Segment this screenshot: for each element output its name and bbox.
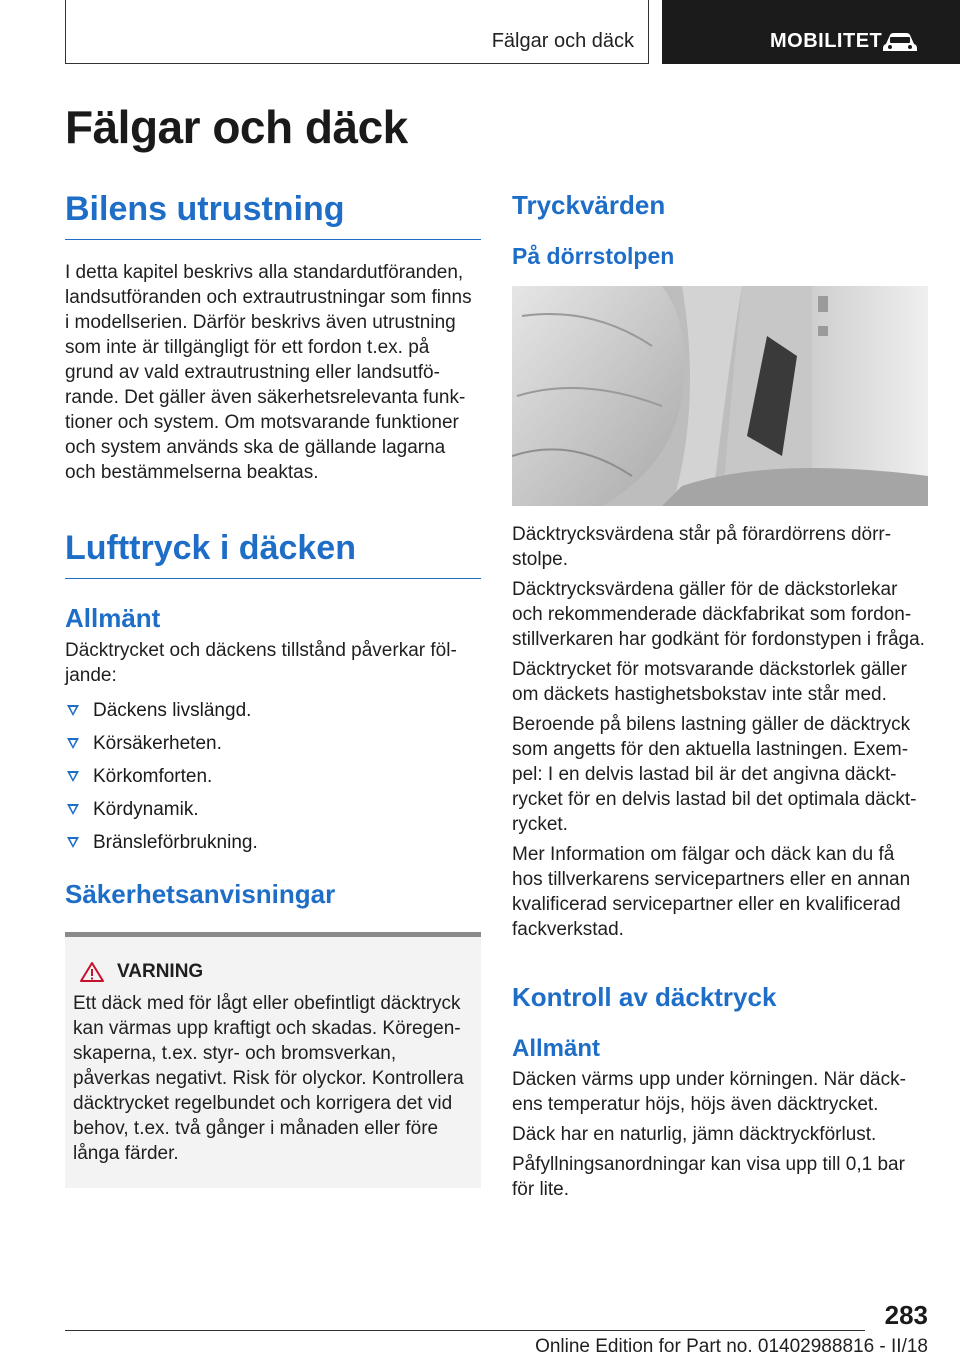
equipment-heading: Bilens utrustning — [65, 190, 481, 240]
header-section-box — [65, 0, 649, 64]
check-paragraph: Däcken värms upp under körningen. När däckens temperatur höjs, höjs även däcktrycket. — [512, 1069, 906, 1115]
triangle-bullet-icon — [67, 804, 79, 815]
list-item: Däckens livslängd. — [65, 698, 481, 723]
list-item: Kördynamik. — [65, 797, 481, 822]
warning-text: Ett däck med för lågt eller obefintligt däcktryck kan värmas upp kraftigt och skadas. Köregenskaperna, t.ex. styr- och bromsverkan, påverkas negativt. Risk för olyckor. Kontrollera däcktrycket regelbundet och korrigera det vid behov, t.ex. två gånger i månaden eller före långa färder. — [73, 993, 464, 1164]
pressure-paragraph: Däcktrycksvärdena gäller för de däckstorlekar och rekommenderade däckfabrikat som fordonstillverkaren har godkänt för fordonstypen i fråga. — [512, 579, 925, 650]
general-heading: Allmänt — [65, 603, 161, 633]
pressure-paragraph: Däcktrycket för motsvarande däckstorlek gäller om däckets hastighetsbokstav inte står med. — [512, 659, 907, 705]
triangle-bullet-icon — [67, 771, 79, 782]
factor-list — [65, 698, 481, 855]
list-item: Körsäkerheten. — [65, 731, 481, 756]
footer-divider — [65, 1330, 865, 1331]
check-paragraph: Däck har en naturlig, jämn däcktryckförlust. — [512, 1124, 877, 1145]
check-heading: Kontroll av däcktryck — [512, 982, 777, 1012]
triangle-bullet-icon — [67, 738, 79, 749]
tire-pressure-heading: Lufttryck i däcken — [65, 529, 481, 579]
triangle-bullet-icon — [67, 705, 79, 716]
footer-edition-text: Online Edition for Part no. 01402988816 - II/18 — [535, 1336, 928, 1357]
pressure-values-heading: Tryckvärden — [512, 190, 666, 220]
check-general-heading: Allmänt — [512, 1035, 601, 1062]
triangle-bullet-icon — [67, 837, 79, 848]
header-chapter-label: MOBILITET — [770, 30, 883, 52]
warning-triangle-icon — [79, 961, 105, 983]
page-number: 283 — [884, 1300, 928, 1330]
list-item: Körkomforten. — [65, 764, 481, 789]
warning-label: VARNING — [117, 961, 204, 982]
door-pillar-heading: På dörrstolpen — [512, 243, 675, 269]
warning-box — [65, 932, 481, 1188]
safety-heading: Säkerhetsanvisningar — [65, 879, 336, 909]
list-item: Bränsleförbrukning. — [65, 830, 481, 855]
door-pillar-photo — [512, 286, 928, 506]
pressure-paragraph: Beroende på bilens lastning gäller de däcktryck som angetts för den aktuella lastningen. Exempel: I en delvis lastad bil är det angivna däcktrycket för en delvis lastad bil det optimala däcktrycket. — [512, 714, 917, 835]
header-chapter-tab[interactable] — [662, 0, 960, 64]
door-pillar-illustration — [512, 286, 928, 506]
left-column — [65, 190, 481, 1188]
general-text: Däcktrycket och däckens tillstånd påverkar följande: — [65, 640, 457, 686]
header-section-title: Fälgar och däck — [491, 30, 634, 52]
page-title: Fälgar och däck — [65, 101, 408, 153]
pressure-paragraph: Mer Information om fälgar och däck kan du få hos tillverkarens servicepartners eller en annan kvalificerad servicepartner eller en kvalificerad fackverkstad. — [512, 844, 911, 940]
check-paragraph: Påfyllningsanordningar kan visa upp till 0,1 bar för lite. — [512, 1154, 905, 1200]
equipment-text: I detta kapitel beskrivs alla standardutföranden, landsutföranden och extrautrustningar som finns i modellserien. Därför beskrivs även utrustning som inte är tillgängligt för ett fordon t.ex. på grund av vald extrautrustning eller landsutförande. Det gäller även säkerhetsrelevanta funktioner och system. Om motsvarande funktioner och system används ska de gällande lagarna och bestämmelserna beaktas. — [65, 262, 472, 483]
pressure-paragraph: Däcktrycksvärdena står på förardörrens dörrstolpe. — [512, 524, 892, 570]
right-column — [512, 190, 928, 1202]
car-icon — [880, 30, 920, 54]
